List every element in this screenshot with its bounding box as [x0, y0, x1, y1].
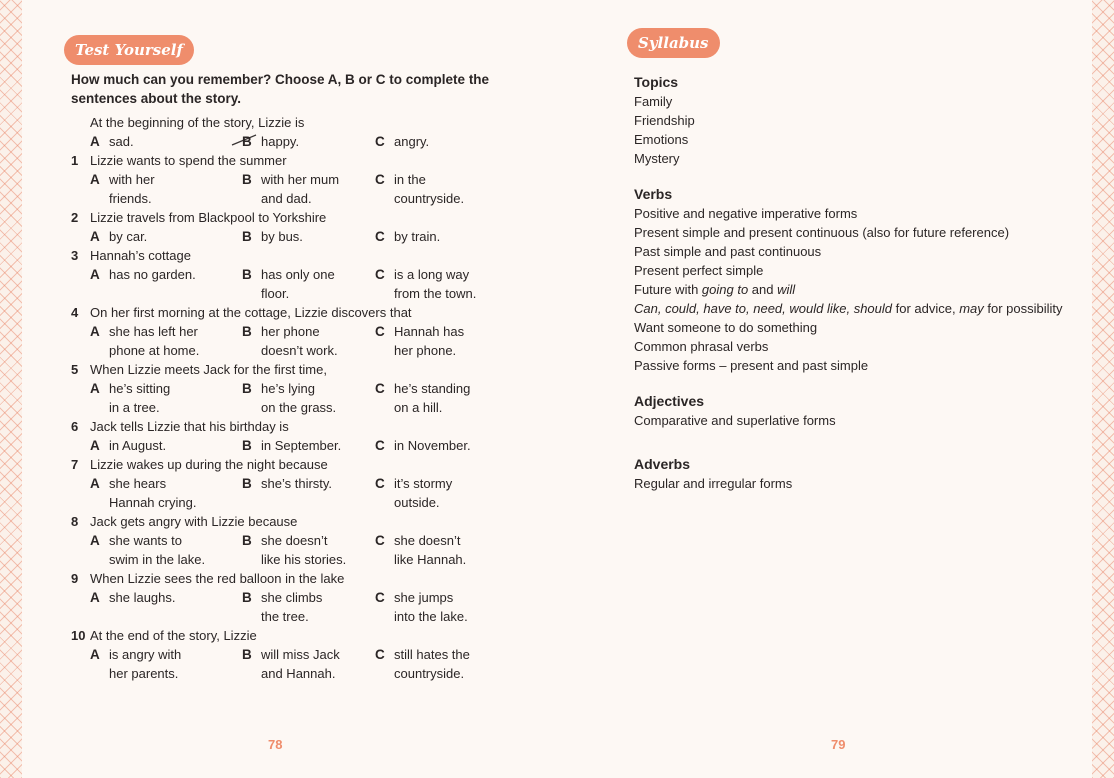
- option-text: she climbs the tree.: [261, 590, 323, 624]
- answer-options: [71, 322, 511, 360]
- decorative-border-left: [0, 0, 22, 778]
- option-text: he’s standing on a hill.: [394, 381, 471, 415]
- option-text: she’s thirsty.: [261, 476, 333, 491]
- topic-item: Mystery: [634, 151, 680, 166]
- option-letter: B: [242, 381, 252, 396]
- option-letter: A: [90, 476, 100, 491]
- option-text: she laughs.: [109, 590, 176, 605]
- answer-options: [71, 379, 511, 417]
- option-letter: A: [90, 381, 100, 396]
- quiz-instructions: How much can you remember? Choose A, B or C to complete the sentences about the story.: [71, 72, 490, 106]
- verb-item: Common phrasal verbs: [634, 339, 769, 354]
- option-letter: B: [242, 590, 252, 605]
- option-letter: A: [90, 229, 100, 244]
- option-letter: C: [375, 476, 385, 491]
- verb-item: Present perfect simple: [634, 263, 764, 278]
- option-text: in August.: [109, 438, 167, 453]
- question-number: 3: [71, 248, 79, 263]
- answer-options: [71, 436, 511, 455]
- topic-item: Family: [634, 94, 673, 109]
- option-text: with her mum and dad.: [261, 172, 340, 206]
- verb-item: Positive and negative imperative forms: [634, 206, 858, 221]
- question-number: 6: [71, 419, 79, 434]
- option-letter: B: [242, 172, 252, 187]
- option-letter: B: [242, 438, 252, 453]
- option-text: has only one floor.: [261, 267, 335, 301]
- option-letter: A: [90, 647, 100, 662]
- verb-item: Present simple and present continuous (also for future reference): [634, 225, 1010, 240]
- option-text: Hannah has her phone.: [394, 324, 465, 358]
- question-4: [71, 303, 511, 322]
- example-options: A sad. B happy. C angry.: [90, 134, 430, 149]
- option-letter: C: [375, 267, 385, 282]
- syllabus-badge: Syllabus: [627, 28, 720, 58]
- question-stem: Hannah’s cottage: [90, 248, 191, 263]
- question-stem: Lizzie travels from Blackpool to Yorkshire: [90, 210, 327, 225]
- answer-options: [71, 645, 511, 683]
- option-letter: A: [90, 533, 100, 548]
- question-stem: On her first morning at the cottage, Lizzie discovers that: [90, 305, 412, 320]
- question-number: 4: [71, 305, 79, 320]
- option-letter: A: [90, 324, 100, 339]
- option-letter: A: [90, 267, 100, 282]
- question-stem: Lizzie wakes up during the night because: [90, 457, 328, 472]
- option-letter: A: [90, 438, 100, 453]
- option-text: she has left her phone at home.: [109, 324, 200, 358]
- option-text: in the countryside.: [394, 172, 465, 206]
- verb-item: Passive forms – present and past simple: [634, 358, 869, 373]
- question-stem: Jack gets angry with Lizzie because: [90, 514, 298, 529]
- topic-item: Friendship: [634, 113, 695, 128]
- option-letter: A: [90, 172, 100, 187]
- decorative-border-right: [1092, 0, 1114, 778]
- option-text: in September.: [261, 438, 342, 453]
- option-text: it’s stormy outside.: [394, 476, 453, 510]
- option-text: still hates the countryside.: [394, 647, 470, 681]
- question-number: 5: [71, 362, 79, 377]
- topic-item: Emotions: [634, 132, 689, 147]
- option-text: has no garden.: [109, 267, 196, 282]
- option-letter: B: [242, 647, 252, 662]
- option-letter: C: [375, 647, 385, 662]
- option-text: she jumps into the lake.: [394, 590, 468, 624]
- option-text: she doesn’t like his stories.: [261, 533, 347, 567]
- question-6: [71, 417, 511, 436]
- question-3: [71, 246, 511, 265]
- adjective-item: Comparative and superlative forms: [634, 413, 836, 428]
- verb-item: Future with going to and will: [634, 282, 796, 297]
- option-letter: B: [242, 533, 252, 548]
- question-9: [71, 569, 511, 588]
- question-5: [71, 360, 511, 379]
- example-question: [71, 113, 511, 132]
- option-letter: C: [375, 324, 385, 339]
- question-stem: Jack tells Lizzie that his birthday is: [90, 419, 289, 434]
- answer-options: [71, 227, 511, 246]
- option-text: he’s sitting in a tree.: [109, 381, 171, 415]
- question-number: 2: [71, 210, 79, 225]
- verb-item: Past simple and past continuous: [634, 244, 822, 259]
- question-stem: When Lizzie meets Jack for the first time,: [90, 362, 327, 377]
- option-letter: C: [375, 172, 385, 187]
- syllabus-list: [634, 73, 1074, 493]
- verb-item: Want someone to do something: [634, 320, 818, 335]
- question-7: [71, 455, 511, 474]
- option-text: is a long way from the town.: [394, 267, 477, 301]
- option-text: by car.: [109, 229, 148, 244]
- question-number: 7: [71, 457, 79, 472]
- test-yourself-badge: Test Yourself: [64, 35, 194, 65]
- adverb-item: Regular and irregular forms: [634, 476, 793, 491]
- question-10: [71, 626, 511, 645]
- option-text: by bus.: [261, 229, 303, 244]
- question-8: [71, 512, 511, 531]
- question-stem: At the end of the story, Lizzie: [90, 628, 257, 643]
- answer-options: [71, 531, 511, 569]
- option-letter: B: [242, 324, 252, 339]
- option-text: he’s lying on the grass.: [261, 381, 337, 415]
- question-stem: When Lizzie sees the red balloon in the lake: [90, 571, 345, 586]
- question-number: 10: [71, 628, 86, 643]
- option-text: her phone doesn’t work.: [261, 324, 338, 358]
- question-1: [71, 151, 511, 170]
- verb-item: Can, could, have to, need, would like, should for advice, may for possibility: [634, 301, 1063, 316]
- option-text: in November.: [394, 438, 471, 453]
- topics-heading: Topics: [634, 74, 679, 90]
- question-stem: Lizzie wants to spend the summer: [90, 153, 287, 168]
- page-number-left: 78: [268, 737, 283, 752]
- adverbs-heading: Adverbs: [634, 456, 691, 472]
- option-letter: C: [375, 229, 385, 244]
- option-text: she wants to swim in the lake.: [109, 533, 206, 567]
- question-2: [71, 208, 511, 227]
- quiz-questions: [71, 113, 511, 683]
- question-number: 8: [71, 514, 79, 529]
- option-letter: C: [375, 381, 385, 396]
- answer-options: [71, 170, 511, 208]
- answer-options: [71, 588, 511, 626]
- option-text: she doesn’t like Hannah.: [394, 533, 467, 567]
- question-number: 1: [71, 153, 79, 168]
- option-letter: C: [375, 533, 385, 548]
- option-text: will miss Jack and Hannah.: [261, 647, 340, 681]
- option-letter: B: [242, 476, 252, 491]
- question-number: 9: [71, 571, 79, 586]
- option-letter: C: [375, 590, 385, 605]
- option-text: with her friends.: [109, 172, 155, 206]
- answer-options: [71, 265, 511, 303]
- option-letter: B: [242, 229, 252, 244]
- answer-options: [71, 474, 511, 512]
- option-text: by train.: [394, 229, 441, 244]
- adjectives-heading: Adjectives: [634, 393, 705, 409]
- option-text: is angry with her parents.: [109, 647, 182, 681]
- option-letter: C: [375, 438, 385, 453]
- option-letter: A: [90, 590, 100, 605]
- option-letter: B: [242, 267, 252, 282]
- page-number-right: 79: [831, 737, 846, 752]
- question-stem: At the beginning of the story, Lizzie is: [90, 115, 305, 130]
- option-text: she hears Hannah crying.: [109, 476, 197, 510]
- verbs-heading: Verbs: [634, 186, 673, 202]
